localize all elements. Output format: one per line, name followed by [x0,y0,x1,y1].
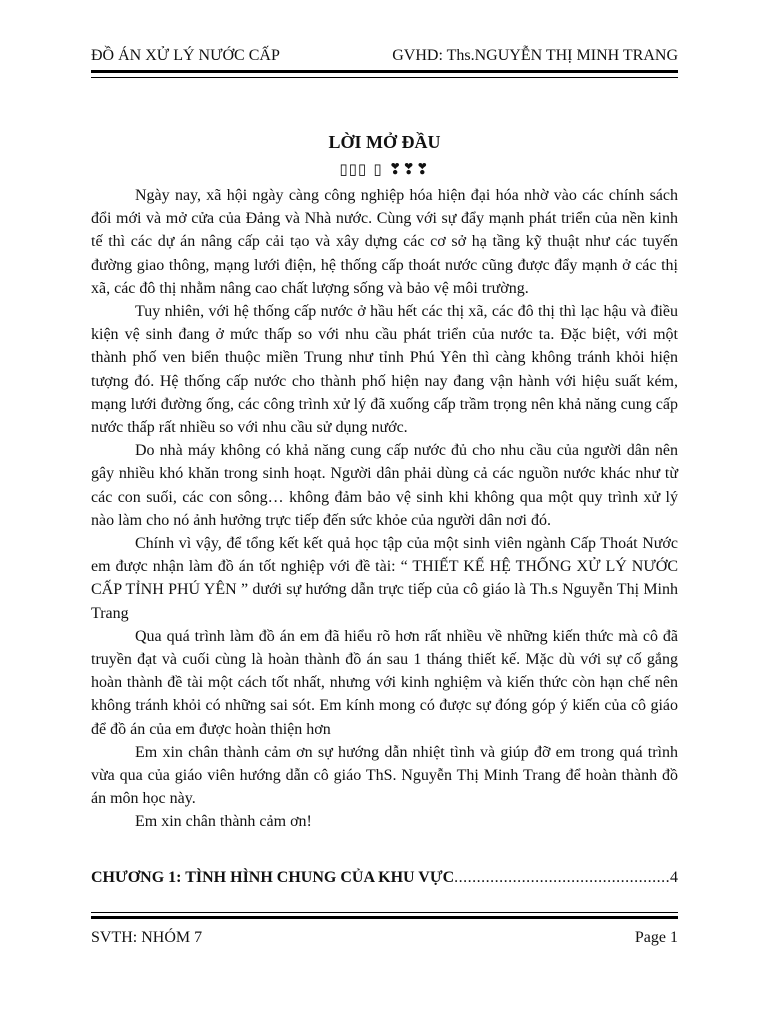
page-header [91,46,678,66]
paragraph: Qua quá trình làm đồ án em đã hiểu rõ hơn rất nhiều về những kiến thức mà cô đã truyền đạt và cuối cùng là hoàn thành đồ án sau 1 tháng thiết kế. Mặc dù với sự cố gắng hoàn thành đề tài một cách tốt nhất, nhưng với kinh nghiệm và kiến thức còn hạn chế nên không tránh khỏi có những sai sót. Em kính mong có được sự đóng góp ý kiến của cô giáo để đồ án của em được hoàn thiện hơn [91,627,678,738]
paragraph: Tuy nhiên, với hệ thống cấp nước ở hầu hết các thị xã, các đô thị thì lạc hậu và điều kiện vệ sinh đang ở mức thấp so với nhu cầu phát triển của nước ta. Đặc biệt, với một thành phố ven biển thuộc miền Trung như tỉnh Phú Yên thì càng không tránh khỏi hiện tượng đó. Hệ thống cấp nước cho thành phố hiện nay đang vận hành với hiệu suất kém, mạng lưới đường ống, các công trình xử lý đã xuống cấp trầm trọng nên khả năng cung cấp nước thấp rất nhiều so với nhu cầu sử dụng nước. [91,303,678,437]
header-project-title: ĐỒ ÁN XỬ LÝ NƯỚC CẤP [91,47,280,64]
toc-entry-page: 4 [670,869,678,886]
header-rule-thin [91,77,678,78]
toc-entry[interactable] [91,867,678,889]
footer-page-number: Page 1 [634,929,678,946]
footer-student-group: SVTH: NHÓM 7 [91,929,203,946]
paragraph: Do nhà máy không có khả năng cung cấp nước đủ cho nhu cầu của người dân nên gây nhiều khó khăn trong sinh hoạt. Người dân phải dùng cả các nguồn nước khác như từ các con suối, các con sông… không đảm bảo vệ sinh khi không qua một quy trình xử lý nào làm cho nó ảnh hưởng trực tiếp đến sức khỏe của người dân nơi đó. [91,442,678,529]
paragraph: Chính vì vậy, để tổng kết kết quả học tập của một sinh viên ngành Cấp Thoát Nước em được nhận làm đồ án tốt nghiệp với đề tài: “ THIẾT KẾ HỆ THỐNG XỬ LÝ NƯỚC CẤP TỈNH PHÚ YÊN ” dưới sự hướng dẫn trực tiếp của cô giáo là Th.s Nguyễn Thị Minh Trang [91,535,678,622]
header-rule-thick [91,70,678,73]
toc-leader-dots [454,867,670,889]
paragraph: Ngày nay, xã hội ngày càng công nghiệp hóa hiện đại hóa nhờ vào các chính sách đổi mới và mở cửa của Đảng và Nhà nước. Cùng với sự đẩy mạnh phát triển của nền kinh tế thì các dự án nâng cấp cải tạo và xây dựng các cơ sở hạ tầng kỹ thuật như các tuyến đường giao thông, mạng lưới điện, hệ thống cấp thoát nước cũng được đẩy mạnh ở các thị xã, các đô thị nhằm nâng cao chất lượng sống và bảo vệ môi trường. [91,187,678,297]
section-title: LỜI MỞ ĐẦU [328,132,441,152]
page-footer [91,928,678,948]
footer-rule-thick [91,916,678,919]
footer-rule-thin [91,912,678,913]
body-text [91,184,678,834]
paragraph: Em xin chân thành cảm ơn sự hướng dẫn nhiệt tình và giúp đỡ em trong quá trình vừa qua của giáo viên hướng dẫn cô giáo ThS. Nguyễn Thị Minh Trang để hoàn thành đồ án môn học này. [91,743,678,808]
paragraph: Em xin chân thành cảm ơn! [135,813,312,831]
header-supervisor: GVHD: Ths.NGUYỄN THỊ MINH TRANG [392,47,678,64]
title-ornament: ▯▯▯ ▯ ❣❣❣ [339,160,430,178]
toc-entry-title: CHƯƠNG 1: TÌNH HÌNH CHUNG CỦA KHU VỰC [91,869,455,886]
